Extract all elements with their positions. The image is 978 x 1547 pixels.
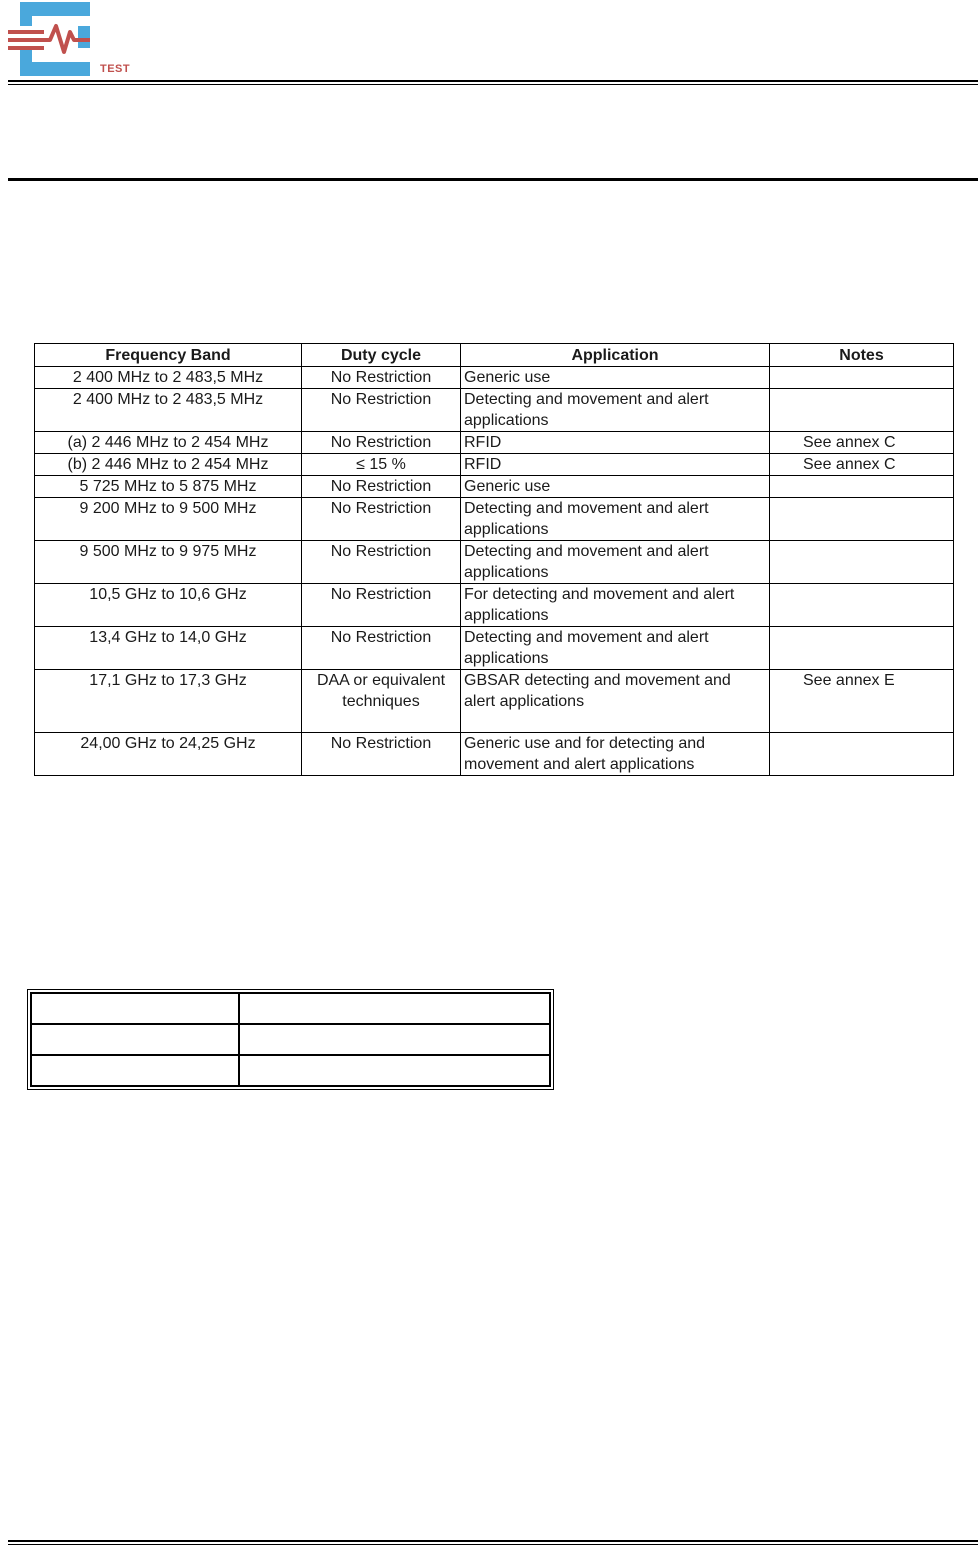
table-row [31, 1055, 550, 1086]
table-row [31, 993, 550, 1024]
column-header-duty-cycle: Duty cycle [302, 344, 461, 367]
notes-cell [770, 627, 954, 670]
table-row [35, 627, 954, 670]
footer-rule [8, 1540, 978, 1545]
frequency-band-cell: (a) 2 446 MHz to 2 454 MHz [35, 432, 302, 454]
empty-grid-table [27, 989, 554, 1090]
empty-cell [239, 1024, 550, 1055]
column-header-notes: Notes [770, 344, 954, 367]
table-row [35, 733, 954, 776]
application-cell: Detecting and movement and alert applications [461, 389, 770, 432]
table-row [35, 476, 954, 498]
duty-cycle-cell: No Restriction [302, 541, 461, 584]
empty-cell [239, 993, 550, 1024]
application-cell: RFID [461, 454, 770, 476]
frequency-band-cell: 2 400 MHz to 2 483,5 MHz [35, 367, 302, 389]
application-cell: Detecting and movement and alert applications [461, 541, 770, 584]
duty-cycle-cell: No Restriction [302, 367, 461, 389]
table-row [35, 541, 954, 584]
frequency-band-cell: (b) 2 446 MHz to 2 454 MHz [35, 454, 302, 476]
duty-cycle-cell: No Restriction [302, 432, 461, 454]
table-row [35, 584, 954, 627]
application-cell: Detecting and movement and alert applications [461, 627, 770, 670]
notes-cell: See annex C [770, 432, 954, 454]
frequency-band-cell: 5 725 MHz to 5 875 MHz [35, 476, 302, 498]
frequency-band-cell: 10,5 GHz to 10,6 GHz [35, 584, 302, 627]
table-row [35, 432, 954, 454]
duty-cycle-cell: No Restriction [302, 498, 461, 541]
application-cell: For detecting and movement and alert applications [461, 584, 770, 627]
frequency-band-cell: 9 200 MHz to 9 500 MHz [35, 498, 302, 541]
notes-cell [770, 541, 954, 584]
notes-cell [770, 584, 954, 627]
duty-cycle-cell: No Restriction [302, 733, 461, 776]
section-rule [8, 178, 978, 181]
application-cell: Generic use [461, 476, 770, 498]
empty-grid [30, 992, 551, 1087]
application-cell: Generic use [461, 367, 770, 389]
duty-cycle-cell: No Restriction [302, 627, 461, 670]
empty-cell [239, 1055, 550, 1086]
company-logo [8, 2, 138, 78]
table-header-row [35, 344, 954, 367]
application-cell: Detecting and movement and alert applications [461, 498, 770, 541]
table-row [31, 1024, 550, 1055]
empty-cell [31, 1055, 239, 1086]
column-header-frequency-band: Frequency Band [35, 344, 302, 367]
duty-cycle-cell: ≤ 15 % [302, 454, 461, 476]
frequency-band-cell: 17,1 GHz to 17,3 GHz [35, 670, 302, 733]
table-row [35, 389, 954, 432]
table-row [35, 454, 954, 476]
frequency-band-cell: 9 500 MHz to 9 975 MHz [35, 541, 302, 584]
table-row [35, 367, 954, 389]
duty-cycle-cell: No Restriction [302, 476, 461, 498]
notes-cell [770, 367, 954, 389]
frequency-band-cell: 24,00 GHz to 24,25 GHz [35, 733, 302, 776]
application-cell: Generic use and for detecting and movement and alert applications [461, 733, 770, 776]
duty-cycle-cell: DAA or equivalent techniques [302, 670, 461, 733]
frequency-band-cell: 2 400 MHz to 2 483,5 MHz [35, 389, 302, 432]
notes-cell [770, 389, 954, 432]
notes-cell: See annex C [770, 454, 954, 476]
notes-cell [770, 733, 954, 776]
column-header-application: Application [461, 344, 770, 367]
table-row [35, 670, 954, 733]
duty-cycle-cell: No Restriction [302, 584, 461, 627]
frequency-band-table [34, 343, 954, 776]
frequency-band-cell: 13,4 GHz to 14,0 GHz [35, 627, 302, 670]
logo-text: TEST [100, 63, 131, 75]
empty-cell [31, 1024, 239, 1055]
header-rule [8, 80, 978, 85]
notes-cell: See annex E [770, 670, 954, 733]
application-cell: GBSAR detecting and movement and alert applications [461, 670, 770, 733]
notes-cell [770, 498, 954, 541]
empty-cell [31, 993, 239, 1024]
application-cell: RFID [461, 432, 770, 454]
notes-cell [770, 476, 954, 498]
duty-cycle-cell: No Restriction [302, 389, 461, 432]
table-row [35, 498, 954, 541]
